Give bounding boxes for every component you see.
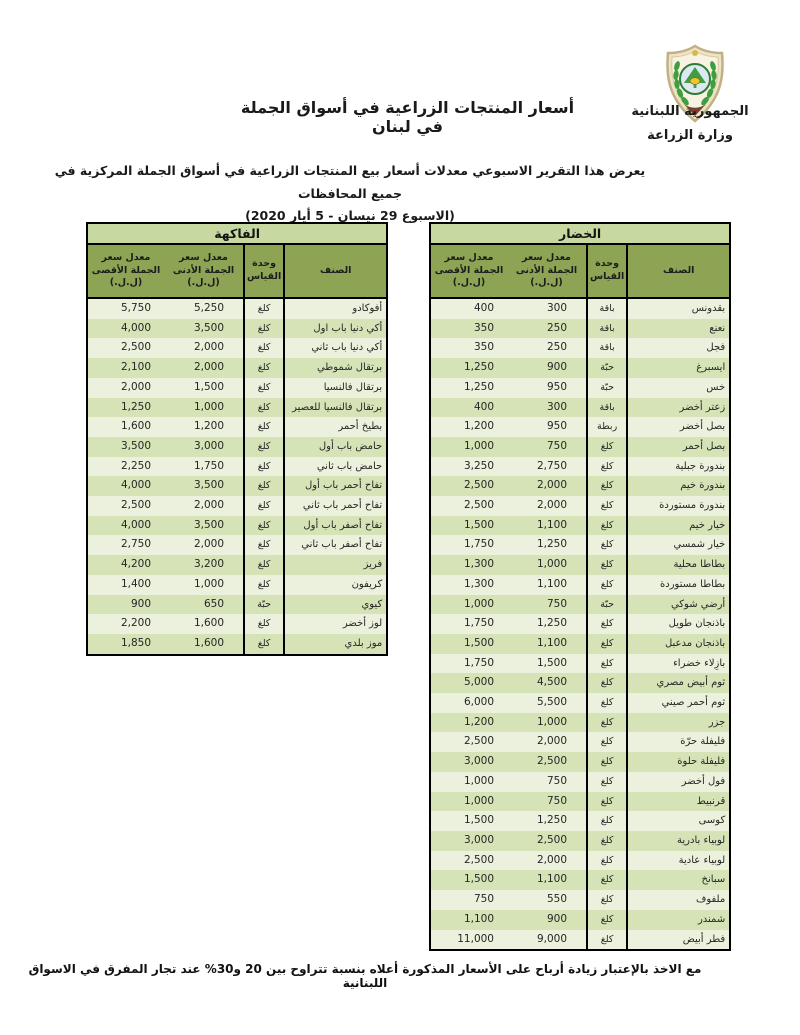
- min-price-cell: 750: [546, 774, 567, 787]
- column-header-unit: وحدة القياس: [244, 244, 284, 298]
- item-name-cell: كوسى: [698, 815, 726, 827]
- min-price-cell: 300: [546, 400, 567, 413]
- item-name-cell: حامض باب أول: [318, 440, 383, 452]
- max-price-cell: 2,500: [463, 479, 494, 492]
- max-price-cell: 1,600: [120, 420, 151, 433]
- table-row: [430, 693, 730, 713]
- unit-cell: كلغ: [244, 378, 284, 398]
- max-price-cell: 3,000: [463, 755, 494, 768]
- item-name-cell: فجل: [706, 342, 726, 354]
- max-price-cell: 350: [473, 341, 494, 354]
- min-price-cell: 3,500: [193, 321, 224, 334]
- max-price-cell: 1,400: [120, 577, 151, 590]
- min-price-cell: 2,500: [536, 755, 567, 768]
- item-name-cell: ملفوف: [695, 894, 726, 906]
- item-name-cell: تفاح أحمر باب أول: [304, 480, 383, 492]
- item-name-cell: فول أخضر: [681, 775, 726, 787]
- table-row: [87, 338, 387, 358]
- vegetables-table-title: الخضار: [430, 223, 730, 244]
- item-name-cell: ايسبرغ: [696, 362, 726, 374]
- item-name-cell: أرضي شوكي: [670, 598, 726, 610]
- min-price-cell: 2,000: [193, 499, 224, 512]
- item-name-cell: برتقال فالنسيا للعصير: [292, 401, 383, 413]
- item-name-cell: بصل أخضر: [679, 421, 726, 433]
- unit-cell: كلغ: [244, 398, 284, 418]
- min-price-cell: 1,000: [193, 577, 224, 590]
- min-price-cell: 5,250: [193, 302, 224, 314]
- unit-cell: كلغ: [587, 870, 627, 890]
- unit-cell: باقة: [587, 298, 627, 319]
- max-price-cell: 3,000: [463, 833, 494, 846]
- unit-cell: كلغ: [587, 772, 627, 792]
- min-price-cell: 5,500: [536, 696, 567, 709]
- table-row: [430, 516, 730, 536]
- min-price-cell: 250: [546, 321, 567, 334]
- item-name-cell: حامض باب ثاني: [316, 460, 383, 472]
- unit-cell: كلغ: [587, 575, 627, 595]
- table-row: [87, 614, 387, 634]
- unit-cell: كلغ: [587, 654, 627, 674]
- min-price-cell: 2,000: [536, 853, 567, 866]
- min-price-cell: 1,500: [193, 380, 224, 393]
- max-price-cell: 1,200: [463, 715, 494, 728]
- table-row: [87, 417, 387, 437]
- min-price-cell: 900: [546, 912, 567, 925]
- item-name-cell: أكي دنيا باب ثاني: [311, 342, 383, 354]
- report-description-line1: يعرض هذا التقرير الاسبوعي معدلات أسعار بيع المنتجات الزراعية في أسواق الجملة المركزية في جميع المحافظات: [54, 163, 646, 201]
- max-price-cell: 2,500: [463, 499, 494, 512]
- min-price-cell: 1,250: [536, 617, 567, 630]
- item-name-cell: بازِلاء خضراء: [673, 657, 726, 669]
- min-price-cell: 1,600: [193, 636, 224, 649]
- max-price-cell: 3,250: [463, 459, 494, 472]
- min-price-cell: 950: [546, 380, 567, 393]
- min-price-cell: 2,500: [536, 833, 567, 846]
- max-price-cell: 1,000: [463, 794, 494, 807]
- unit-cell: باقة: [587, 338, 627, 358]
- item-name-cell: تفاح أحمر باب ثاني: [302, 500, 383, 512]
- table-row: [430, 811, 730, 831]
- table-row: [87, 358, 387, 378]
- item-name-cell: خس: [706, 381, 726, 393]
- unit-cell: كلغ: [244, 417, 284, 437]
- max-price-cell: 11,000: [457, 932, 494, 945]
- table-row: [87, 595, 387, 615]
- max-price-cell: 1,000: [463, 597, 494, 610]
- min-price-cell: 2,000: [536, 479, 567, 492]
- ministry-title-block: [600, 100, 780, 148]
- unit-cell: حبّة: [587, 358, 627, 378]
- vegetables-table-title-row: [430, 223, 730, 244]
- min-price-cell: 1,200: [193, 420, 224, 433]
- ministry-label: وزارة الزراعة: [647, 128, 733, 144]
- table-row: [430, 713, 730, 733]
- item-name-cell: فليفلة حرّة: [680, 736, 726, 748]
- table-row: [87, 457, 387, 477]
- max-price-cell: 1,100: [463, 912, 494, 925]
- unit-cell: كلغ: [244, 535, 284, 555]
- table-row: [430, 870, 730, 890]
- table-row: [87, 319, 387, 339]
- fruits-price-table: [86, 222, 388, 656]
- min-price-cell: 750: [546, 439, 567, 452]
- item-name-cell: لوبياء عادية: [678, 854, 726, 866]
- column-header-min-price: معدل سعر الجملة الأدنى (ل.ل.): [164, 244, 244, 298]
- max-price-cell: 1,500: [463, 873, 494, 886]
- min-price-cell: 1,600: [193, 617, 224, 630]
- max-price-cell: 5,750: [120, 302, 151, 314]
- item-name-cell: نعنع: [709, 322, 726, 334]
- unit-cell: كلغ: [587, 535, 627, 555]
- unit-cell: كلغ: [587, 792, 627, 812]
- item-name-cell: بقدونس: [691, 303, 726, 314]
- min-price-cell: 250: [546, 341, 567, 354]
- unit-cell: كلغ: [587, 752, 627, 772]
- item-name-cell: موز بلدي: [344, 637, 383, 649]
- unit-cell: كلغ: [244, 496, 284, 516]
- unit-cell: كلغ: [587, 910, 627, 930]
- table-row: [430, 930, 730, 951]
- unit-cell: كلغ: [587, 555, 627, 575]
- table-row: [87, 634, 387, 655]
- unit-cell: كلغ: [587, 496, 627, 516]
- item-name-cell: أكي دنيا باب اول: [313, 322, 383, 334]
- max-price-cell: 1,000: [463, 439, 494, 452]
- unit-cell: كلغ: [244, 338, 284, 358]
- unit-cell: كلغ: [587, 634, 627, 654]
- table-row: [430, 378, 730, 398]
- item-name-cell: خيار شمسي: [673, 539, 726, 551]
- min-price-cell: 2,000: [193, 538, 224, 551]
- item-name-cell: فليفلة حلوة: [677, 756, 726, 768]
- table-row: [430, 417, 730, 437]
- unit-cell: كلغ: [244, 437, 284, 457]
- table-row: [430, 614, 730, 634]
- unit-cell: كلغ: [587, 614, 627, 634]
- max-price-cell: 400: [473, 302, 494, 314]
- max-price-cell: 5,000: [463, 676, 494, 689]
- min-price-cell: 1,000: [536, 558, 567, 571]
- min-price-cell: 1,750: [193, 459, 224, 472]
- vegetables-table-body: [430, 298, 730, 950]
- table-row: [87, 437, 387, 457]
- unit-cell: كلغ: [244, 358, 284, 378]
- unit-cell: كلغ: [244, 575, 284, 595]
- table-row: [87, 378, 387, 398]
- unit-cell: باقة: [587, 398, 627, 418]
- table-row: [87, 476, 387, 496]
- table-row: [430, 398, 730, 418]
- max-price-cell: 4,000: [120, 479, 151, 492]
- table-row: [430, 752, 730, 772]
- unit-cell: كلغ: [587, 732, 627, 752]
- column-header-max-price: معدل سعر الجملة الأقصى (ل.ل.): [87, 244, 164, 298]
- unit-cell: كلغ: [244, 555, 284, 575]
- max-price-cell: 1,250: [120, 400, 151, 413]
- unit-cell: كلغ: [587, 673, 627, 693]
- max-price-cell: 2,500: [463, 735, 494, 748]
- unit-cell: كلغ: [587, 476, 627, 496]
- max-price-cell: 350: [473, 321, 494, 334]
- table-row: [430, 673, 730, 693]
- table-row: [430, 732, 730, 752]
- item-name-cell: قرنبيط: [696, 795, 726, 807]
- unit-cell: كلغ: [244, 457, 284, 477]
- item-name-cell: كريفون: [351, 578, 383, 590]
- item-name-cell: بطيخ أحمر: [338, 421, 383, 433]
- unit-cell: كلغ: [587, 890, 627, 910]
- fruits-table-title-row: [87, 223, 387, 244]
- item-name-cell: لوبياء بادرية: [677, 834, 726, 846]
- min-price-cell: 750: [546, 597, 567, 610]
- unit-cell: كلغ: [587, 516, 627, 536]
- min-price-cell: 1,000: [536, 715, 567, 728]
- min-price-cell: 900: [546, 361, 567, 374]
- max-price-cell: 1,750: [463, 617, 494, 630]
- item-name-cell: بندورة مستوردة: [659, 500, 726, 512]
- column-header-item: الصنف: [627, 244, 730, 298]
- unit-cell: حبّة: [244, 595, 284, 615]
- item-name-cell: كيوي: [361, 598, 383, 610]
- table-row: [87, 535, 387, 555]
- min-price-cell: 2,750: [536, 459, 567, 472]
- min-price-cell: 3,500: [193, 479, 224, 492]
- column-header-item: الصنف: [284, 244, 387, 298]
- max-price-cell: 1,750: [463, 656, 494, 669]
- item-name-cell: بصل أحمر: [682, 440, 726, 452]
- table-row: [87, 555, 387, 575]
- max-price-cell: 2,500: [120, 499, 151, 512]
- max-price-cell: 4,000: [120, 321, 151, 334]
- item-name-cell: فريز: [363, 559, 383, 571]
- min-price-cell: 950: [546, 420, 567, 433]
- report-week-line: (الاسبوع 29 نيسان - 5 أيار 2020): [245, 208, 455, 223]
- min-price-cell: 4,500: [536, 676, 567, 689]
- min-price-cell: 2,000: [536, 499, 567, 512]
- fruits-table-header-row: [87, 244, 387, 298]
- table-row: [430, 457, 730, 477]
- item-name-cell: باذنجان مدعبل: [664, 637, 726, 649]
- unit-cell: كلغ: [587, 693, 627, 713]
- unit-cell: كلغ: [587, 437, 627, 457]
- item-name-cell: زعتر أخضر: [679, 401, 726, 413]
- item-name-cell: سبانخ: [701, 874, 726, 886]
- item-name-cell: خيار خيم: [689, 519, 726, 531]
- max-price-cell: 1,200: [463, 420, 494, 433]
- table-row: [430, 319, 730, 339]
- max-price-cell: 2,750: [120, 538, 151, 551]
- min-price-cell: 3,000: [193, 439, 224, 452]
- max-price-cell: 1,500: [463, 518, 494, 531]
- min-price-cell: 1,100: [536, 636, 567, 649]
- max-price-cell: 1,500: [463, 814, 494, 827]
- table-row: [430, 772, 730, 792]
- unit-cell: كلغ: [587, 457, 627, 477]
- max-price-cell: 400: [473, 400, 494, 413]
- table-row: [87, 298, 387, 319]
- max-price-cell: 4,000: [120, 518, 151, 531]
- vegetables-table-header-row: [430, 244, 730, 298]
- fruits-table-body: [87, 298, 387, 655]
- min-price-cell: 550: [546, 893, 567, 906]
- table-row: [430, 298, 730, 319]
- unit-cell: كلغ: [587, 930, 627, 951]
- table-row: [430, 792, 730, 812]
- item-name-cell: جزر: [708, 716, 726, 728]
- table-row: [430, 851, 730, 871]
- item-name-cell: تفاح أصفر باب ثاني: [301, 539, 383, 551]
- page-title: أسعار المنتجات الزراعية في أسواق الجملة في لبنان: [240, 98, 575, 136]
- vegetables-price-table: [429, 222, 731, 951]
- unit-cell: حبّة: [587, 595, 627, 615]
- item-name-cell: تفاح أصفر باب أول: [303, 519, 383, 531]
- item-name-cell: بطاطا مستوردة: [660, 578, 726, 590]
- column-header-max-price: معدل سعر الجملة الأقصى (ل.ل.): [430, 244, 507, 298]
- max-price-cell: 1,750: [463, 538, 494, 551]
- max-price-cell: 1,850: [120, 636, 151, 649]
- table-row: [430, 358, 730, 378]
- republic-label: الجمهورية اللبنانية: [631, 104, 749, 119]
- min-price-cell: 1,100: [536, 577, 567, 590]
- unit-cell: كلغ: [587, 831, 627, 851]
- unit-cell: كلغ: [244, 516, 284, 536]
- min-price-cell: 9,000: [536, 932, 567, 945]
- min-price-cell: 3,200: [193, 558, 224, 571]
- max-price-cell: 2,500: [120, 341, 151, 354]
- table-row: [430, 654, 730, 674]
- item-name-cell: أفوكادو: [352, 303, 383, 314]
- min-price-cell: 2,000: [193, 341, 224, 354]
- max-price-cell: 750: [473, 893, 494, 906]
- table-row: [430, 535, 730, 555]
- unit-cell: باقة: [587, 319, 627, 339]
- max-price-cell: 1,000: [463, 774, 494, 787]
- table-row: [430, 437, 730, 457]
- max-price-cell: 3,500: [120, 439, 151, 452]
- min-price-cell: 1,100: [536, 518, 567, 531]
- max-price-cell: 2,000: [120, 380, 151, 393]
- min-price-cell: 650: [203, 597, 224, 610]
- column-header-unit: وحدة القياس: [587, 244, 627, 298]
- table-row: [430, 634, 730, 654]
- column-header-min-price: معدل سعر الجملة الأدنى (ل.ل.): [507, 244, 587, 298]
- max-price-cell: 1,250: [463, 380, 494, 393]
- max-price-cell: 1,300: [463, 577, 494, 590]
- table-row: [87, 516, 387, 536]
- item-name-cell: بطاطا محلية: [673, 559, 726, 571]
- item-name-cell: شمندر: [697, 913, 726, 925]
- max-price-cell: 1,500: [463, 636, 494, 649]
- unit-cell: كلغ: [587, 713, 627, 733]
- max-price-cell: 1,250: [463, 361, 494, 374]
- max-price-cell: 2,250: [120, 459, 151, 472]
- item-name-cell: ثوم أبيض مصري: [656, 677, 726, 689]
- unit-cell: كلغ: [244, 298, 284, 319]
- unit-cell: كلغ: [244, 319, 284, 339]
- item-name-cell: ثوم أحمر صيني: [661, 697, 726, 709]
- table-row: [430, 890, 730, 910]
- min-price-cell: 1,000: [193, 400, 224, 413]
- unit-cell: كلغ: [244, 476, 284, 496]
- unit-cell: حبّة: [587, 378, 627, 398]
- footer-note: مع الاخذ بالإعتبار زيادة أرباح على الأسعار المذكورة أعلاه بنسبة تتراوح بين 20 و30% عند تجار المفرق في الاسواق اللبنانية: [28, 962, 702, 990]
- max-price-cell: 4,200: [120, 558, 151, 571]
- max-price-cell: 6,000: [463, 696, 494, 709]
- item-name-cell: برتقال شموطي: [316, 362, 383, 374]
- table-row: [87, 575, 387, 595]
- min-price-cell: 1,100: [536, 873, 567, 886]
- min-price-cell: 300: [546, 302, 567, 314]
- item-name-cell: فطر أبيض: [682, 933, 726, 945]
- max-price-cell: 900: [130, 597, 151, 610]
- item-name-cell: باذنجان طويل: [668, 618, 726, 630]
- item-name-cell: بندورة جبلية: [675, 460, 726, 472]
- table-row: [430, 831, 730, 851]
- min-price-cell: 3,500: [193, 518, 224, 531]
- unit-cell: كلغ: [244, 634, 284, 655]
- table-row: [430, 595, 730, 615]
- fruits-table-title: الفاكهة: [87, 223, 387, 244]
- max-price-cell: 2,100: [120, 361, 151, 374]
- table-row: [430, 910, 730, 930]
- max-price-cell: 2,200: [120, 617, 151, 630]
- unit-cell: كلغ: [587, 811, 627, 831]
- report-description: [45, 160, 655, 228]
- min-price-cell: 2,000: [536, 735, 567, 748]
- min-price-cell: 1,250: [536, 538, 567, 551]
- table-row: [430, 575, 730, 595]
- table-row: [87, 496, 387, 516]
- unit-cell: كلغ: [244, 614, 284, 634]
- max-price-cell: 1,300: [463, 558, 494, 571]
- table-row: [430, 555, 730, 575]
- unit-cell: كلغ: [587, 851, 627, 871]
- min-price-cell: 1,250: [536, 814, 567, 827]
- min-price-cell: 750: [546, 794, 567, 807]
- max-price-cell: 2,500: [463, 853, 494, 866]
- table-row: [430, 496, 730, 516]
- unit-cell: ربطة: [587, 417, 627, 437]
- item-name-cell: لوز أخضر: [342, 618, 383, 630]
- min-price-cell: 1,500: [536, 656, 567, 669]
- table-row: [430, 338, 730, 358]
- table-row: [87, 398, 387, 418]
- table-row: [430, 476, 730, 496]
- item-name-cell: برتقال فالنسيا: [323, 381, 383, 393]
- item-name-cell: بندورة خيم: [680, 480, 726, 492]
- min-price-cell: 2,000: [193, 361, 224, 374]
